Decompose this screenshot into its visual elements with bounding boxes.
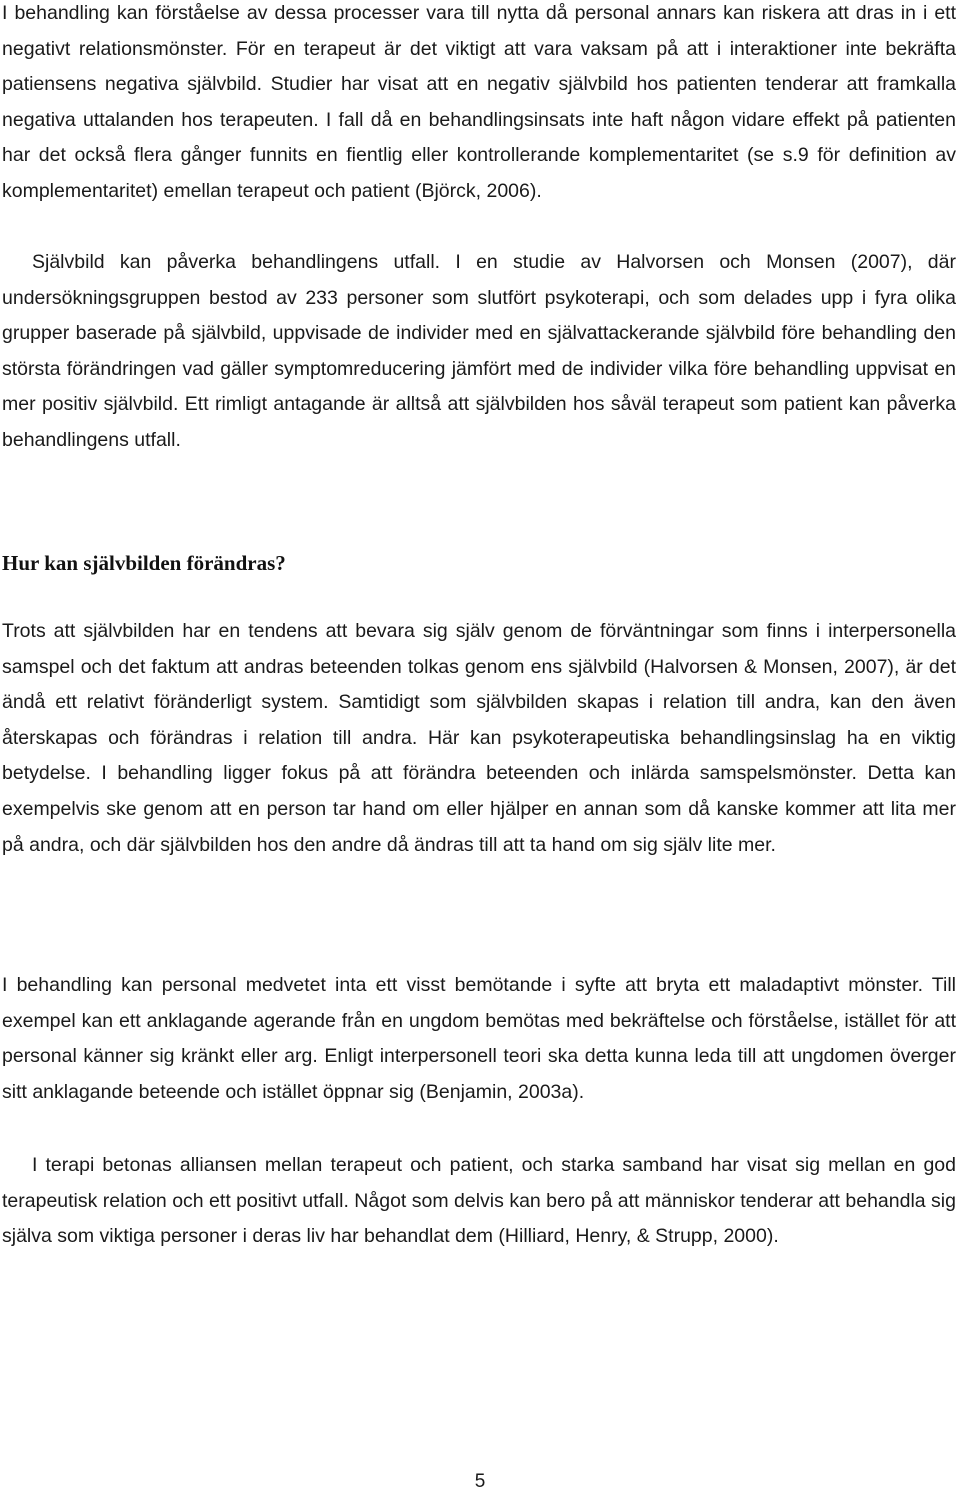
body-paragraph: I behandling kan förståelse av dessa processer vara till nytta då personal annars kan riskera att dras in i ett negativt relationsmönster. För en terapeut är det viktigt att vara vaksam på att i interaktioner inte bekräfta patiensens negativa självbild. Studier har visat att en negativ självbild hos patienten tenderar att framkalla negativa uttalanden hos terapeuten. I fall då en behandlingsinsats inte haft någon vidare effekt på patienten har det också flera gånger funnits en fientlig eller kontrollerande komplementaritet (se s.9 för definition av komplementaritet) emellan terapeut och patient (Björck, 2006). xyxy=(2,2,956,202)
body-paragraph: Trots att självbilden har en tendens att bevara sig själv genom de förväntningar som finns i interpersonella samspel och det faktum att andras beteenden tolkas genom ens självbild (Halvorsen & Monsen, 2007), är det ändå ett relativt föränderligt system. Samtidigt som självbilden skapas i relation till andra, kan den även återskapas och förändras i relation till andra. Här kan psykoterapeutiska behandlingsinslag ha en viktig betydelse. I behandling ligger fokus på att förändra beteenden och inlärda samspelsmönster. Detta kan exempelvis ske genom att en person tar hand om eller hjälper en annan som då kanske kommer att lita mer på andra, och där självbilden hos den andre då ändras till att ta hand om sig själv lite mer. xyxy=(2,620,956,856)
page-number: 5 xyxy=(474,1471,486,1492)
section-heading: Hur kan självbilden förändras? xyxy=(2,551,286,575)
body-paragraph: I behandling kan personal medvetet inta ett visst bemötande i syfte att bryta ett maladaptivt mönster. Till exempel kan ett anklagande agerande från en ungdom bemötas med bekräftelse och förståelse, istället för att personal känner sig kränkt eller arg. Enligt interpersonell teori ska detta kunna leda till att ungdomen överger sitt anklagande beteende och istället öppnar sig (Benjamin, 2003a). xyxy=(2,974,956,1103)
body-paragraph: Självbild kan påverka behandlingens utfall. I en studie av Halvorsen och Monsen (2007), där undersökningsgruppen bestod av 233 personer som slutfört psykoterapi, och som delades upp i fyra olika grupper baserade på självbild, uppvisade de individer med en självattackerande självbild före behandling den största förändringen vad gäller symptomreducering jämfört med de individer vilka före behandling uppvisat en mer positiv självbild. Ett rimligt antagande är alltså att självbilden hos såväl terapeut som patient kan påverka behandlingens utfall. xyxy=(2,251,956,451)
body-paragraph: I terapi betonas alliansen mellan terapeut och patient, och starka samband har visat sig mellan en god terapeutisk relation och ett positivt utfall. Något som delvis kan bero på att människor tenderar att behandla sig själva som viktiga personer i deras liv har behandlat dem (Hilliard, Henry, & Strupp, 2000). xyxy=(2,1154,956,1248)
